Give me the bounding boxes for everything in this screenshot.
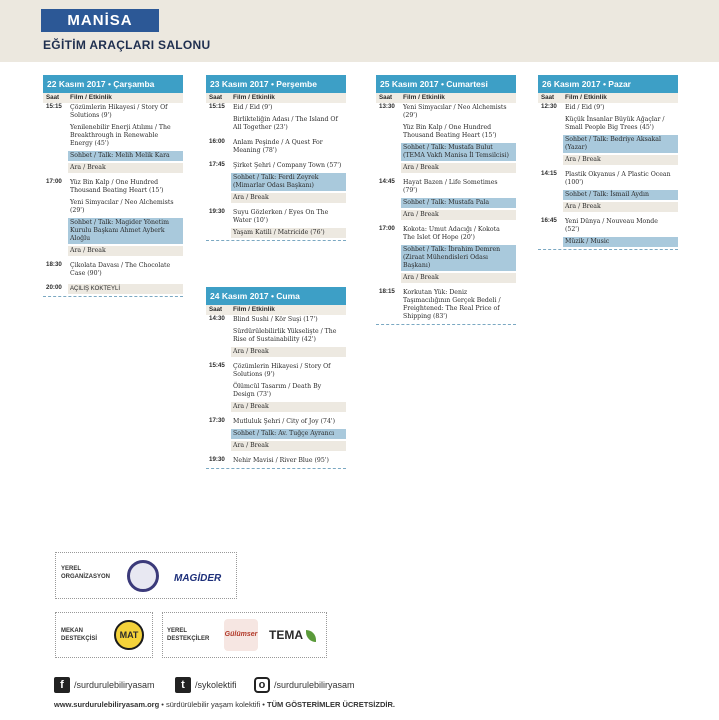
screening-title: Sohbet / Talk: Magider Yönetim Kurulu Başkanı Ahmet Ayberk Aloğlu	[68, 218, 183, 244]
screening-title: Çözümlerin Hikayesi / Story Of Solutions (9')	[233, 363, 331, 378]
schedule-row	[43, 261, 183, 279]
time-column-header: Saat	[209, 94, 223, 101]
instagram-handle: /surdurulebiliryasam	[274, 680, 355, 690]
row-spacer	[538, 247, 678, 249]
schedule-row	[206, 429, 346, 439]
screening-title: Şirket Şehri / Company Town (57')	[233, 162, 342, 169]
screening-title: Anlam Peşinde / A Quest For Meaning (78')	[233, 139, 323, 154]
screening-title: Ara / Break	[401, 163, 516, 173]
schedule-row	[43, 284, 183, 294]
screening-title: Korkutan Yük: Deniz Taşımacılığının Gerçek Bedeli / Freightened: The Real Price of Shipping (83')	[403, 289, 501, 320]
day-block	[206, 287, 346, 469]
screening-title: Çikolata Davası / The Chocolate Case (90')	[70, 262, 171, 277]
twitter-link[interactable]	[175, 677, 237, 693]
schedule-row	[206, 347, 346, 357]
film-column-header: Film / Etkinlik	[403, 94, 445, 101]
schedule-row	[206, 382, 346, 400]
schedule-row	[206, 402, 346, 412]
screening-time	[538, 190, 563, 200]
film-column-header: Film / Etkinlik	[70, 94, 112, 101]
schedule-row	[206, 327, 346, 345]
schedule-row	[43, 218, 183, 244]
venue-title: EĞİTİM ARAÇLARI SALONU	[43, 38, 211, 52]
screening-time	[43, 198, 68, 216]
screening-title: Ara / Break	[401, 210, 516, 220]
screening-title: Nehir Mavisi / River Blue (95')	[233, 457, 329, 464]
screening-title: Sohbet / Talk: Ferdi Zeyrek (Mimarlar Odası Başkanı)	[231, 173, 346, 191]
screening-title: Yüz Bin Kalp / One Hundred Thousand Beating Heart (15')	[403, 124, 497, 139]
schedule-row	[538, 103, 678, 113]
screening-time	[206, 441, 231, 451]
screening-time	[538, 115, 563, 133]
time-column-header: Saat	[46, 94, 60, 101]
film-column-header: Film / Etkinlik	[233, 94, 275, 101]
schedule-row	[376, 225, 516, 243]
schedule-row	[206, 362, 346, 380]
screening-time	[206, 347, 231, 357]
row-spacer	[206, 466, 346, 468]
schedule-row	[206, 208, 346, 226]
screening-time	[376, 143, 401, 161]
schedule-row	[538, 217, 678, 235]
day-block	[206, 75, 346, 241]
screening-title: Ara / Break	[401, 273, 516, 283]
screening-time	[206, 382, 231, 400]
screening-title: Sohbet / Talk: İbrahim Demren (Ziraat Mühendisleri Odası Başkanı)	[401, 245, 516, 271]
schedule-row	[206, 441, 346, 451]
screening-time: 16:45	[541, 217, 557, 224]
schedule-row	[206, 193, 346, 203]
screening-title: Ara / Break	[231, 347, 346, 357]
schedule-row	[376, 103, 516, 121]
tema-logo	[269, 628, 316, 642]
screening-time	[376, 245, 401, 271]
screening-time	[206, 327, 231, 345]
screening-title: Suyu Gözlerken / Eyes On The Water (10')	[233, 209, 329, 224]
screening-title: Ara / Break	[231, 193, 346, 203]
screening-time: 18:30	[46, 261, 62, 268]
schedule-row	[538, 115, 678, 133]
venue-support-label: MEKAN DESTEKÇİSİ	[61, 628, 98, 642]
screening-title: Sohbet / Talk: İsmail Aydın	[563, 190, 678, 200]
schedule-row	[43, 246, 183, 256]
screening-title: Plastik Okyanus / A Plastic Ocean (100')	[565, 171, 671, 186]
schedule-row	[538, 135, 678, 153]
mat-logo	[114, 620, 144, 650]
schedule-row	[376, 163, 516, 173]
schedule-row	[376, 273, 516, 283]
screening-title: Sohbet / Talk: Av. Tuğçe Ayrancı	[231, 429, 346, 439]
screening-time	[206, 402, 231, 412]
day-block	[43, 75, 183, 297]
screening-time	[538, 135, 563, 153]
screening-title: Ara / Break	[231, 402, 346, 412]
schedule-row	[43, 198, 183, 216]
screening-time: 17:00	[379, 225, 395, 232]
screening-time	[376, 198, 401, 208]
gulumser-logo-text: Gülümser	[224, 631, 258, 638]
magider-logo: MAGİDER	[174, 573, 222, 584]
screening-title: Yenilenebilir Enerji Atılımı / The Breakthrough in Renewable Energy (45')	[70, 124, 171, 147]
schedule-row	[206, 417, 346, 427]
column-header-row	[206, 305, 346, 315]
screening-title: Ara / Break	[563, 202, 678, 212]
schedule-row	[206, 103, 346, 113]
screening-time	[376, 273, 401, 283]
twitter-icon: t	[175, 677, 191, 693]
screening-title: Yeni Simyacılar / Neo Alchemists (29')	[403, 104, 507, 119]
schedule-row	[376, 198, 516, 208]
time-column-header: Saat	[209, 306, 223, 313]
schedule-row	[538, 170, 678, 188]
screening-title: Ara / Break	[68, 246, 183, 256]
schedule-row	[206, 456, 346, 466]
facebook-link[interactable]	[54, 677, 155, 693]
screening-time	[43, 151, 68, 161]
screening-title: Sohbet / Talk: Mustafa Bulut (TEMA Vakfı Manisa İl Temsilcisi)	[401, 143, 516, 161]
screening-time	[43, 123, 68, 149]
screening-time: 14:30	[209, 315, 225, 322]
screening-time: 16:00	[209, 138, 225, 145]
footer-sep: •	[161, 700, 164, 709]
ministry-seal-logo	[127, 560, 159, 592]
screening-time: 19:30	[209, 208, 225, 215]
screening-time: 14:15	[541, 170, 557, 177]
schedule-row	[376, 143, 516, 161]
city-badge: MANİSA	[41, 9, 159, 32]
screening-time	[43, 218, 68, 244]
screening-time: 15:45	[209, 362, 225, 369]
screening-time: 17:30	[209, 417, 225, 424]
screening-time: 15:15	[209, 103, 225, 110]
screening-time: 20:00	[46, 284, 62, 291]
screening-title: Sürdürülebilirlik Yükselişte / The Rise of Sustainability (42')	[233, 328, 337, 343]
row-spacer	[43, 294, 183, 296]
screening-time	[43, 163, 68, 173]
day-header: 24 Kasım 2017 • Cuma	[206, 287, 346, 305]
day-header: 22 Kasım 2017 • Çarşamba	[43, 75, 183, 93]
instagram-link[interactable]	[254, 677, 355, 693]
screening-title: Ara / Break	[68, 163, 183, 173]
screening-time	[538, 202, 563, 212]
time-column-header: Saat	[541, 94, 555, 101]
screening-title: Eid / Eid (9')	[565, 104, 605, 111]
screening-title: AÇILIŞ KOKTEYLİ	[68, 284, 183, 294]
screening-title: Yeni Simyacılar / Neo Alchemists (29')	[70, 199, 174, 214]
schedule-row	[43, 123, 183, 149]
schedule-row	[206, 228, 346, 238]
screening-title: Mutluluk Şehri / City of Joy (74')	[233, 418, 336, 425]
screening-title: Ölümcül Tasarım / Death By Design (73')	[233, 383, 322, 398]
column-header-row	[43, 93, 183, 103]
schedule-row	[43, 163, 183, 173]
schedule-row	[538, 237, 678, 247]
screening-time	[206, 228, 231, 238]
screening-title: Birlikteliğin Adası / The Island Of All Together (23')	[233, 116, 338, 131]
screening-time: 15:15	[46, 103, 62, 110]
screening-time	[206, 115, 231, 133]
screening-time	[538, 237, 563, 247]
screening-title: Yeni Dünya / Nouveau Monde (52')	[565, 218, 658, 233]
screening-title: Ara / Break	[563, 155, 678, 165]
footer-free-note: TÜM GÖSTERİMLER ÜCRETSİZDİR.	[267, 700, 395, 709]
screening-title: Sohbet / Talk: Mustafa Pala	[401, 198, 516, 208]
column-header-row	[538, 93, 678, 103]
schedule-row	[376, 123, 516, 141]
screening-time: 19:30	[209, 456, 225, 463]
screening-time	[43, 246, 68, 256]
schedule-row	[376, 288, 516, 322]
local-supporters-label: YEREL DESTEKÇİLER	[167, 628, 210, 642]
schedule-row	[376, 178, 516, 196]
screening-title: Sohbet / Talk: Bedriye Aksakal (Yazar)	[563, 135, 678, 153]
facebook-handle: /surdurulebiliryasam	[74, 680, 155, 690]
screening-time	[376, 123, 401, 141]
screening-title: Hayat Bazen / Life Sometimes (79')	[403, 179, 498, 194]
footer-line	[54, 700, 395, 709]
screening-time: 12:30	[541, 103, 557, 110]
screening-time	[206, 429, 231, 439]
mat-logo-text: MAT	[119, 630, 139, 640]
twitter-handle: /sykolektifi	[195, 680, 237, 690]
schedule-row	[538, 202, 678, 212]
gulumser-logo	[224, 619, 258, 651]
schedule-row	[538, 155, 678, 165]
day-header: 25 Kasım 2017 • Cumartesi	[376, 75, 516, 93]
screening-title: Yaşam Katili / Matricide (76')	[231, 228, 346, 238]
screening-title: Sohbet / Talk: Melih Melik Kara	[68, 151, 183, 161]
tema-logo-text: TEMA	[269, 628, 303, 642]
day-header: 23 Kasım 2017 • Perşembe	[206, 75, 346, 93]
facebook-icon: f	[54, 677, 70, 693]
footer-kolektif: sürdürülebilir yaşam kolektifi	[166, 700, 261, 709]
time-column-header: Saat	[379, 94, 393, 101]
screening-time: 18:15	[379, 288, 395, 295]
row-spacer	[376, 322, 516, 324]
local-organization-label: YEREL ORGANİZASYON	[61, 566, 111, 580]
schedule-row	[376, 245, 516, 271]
screening-time: 13:30	[379, 103, 395, 110]
row-spacer	[206, 238, 346, 240]
schedule-row	[43, 103, 183, 121]
footer-sep: •	[262, 700, 265, 709]
screening-time	[206, 173, 231, 191]
column-header-row	[206, 93, 346, 103]
schedule-row	[43, 151, 183, 161]
footer-website[interactable]: www.surdurulebiliryasam.org	[54, 700, 160, 709]
screening-time: 17:45	[209, 161, 225, 168]
screening-title: Eid / Eid (9')	[233, 104, 273, 111]
schedule-row	[206, 173, 346, 191]
screening-title: Müzik / Music	[563, 237, 678, 247]
screening-title: Küçük İnsanlar Büyük Ağaçlar / Small People Big Trees (45')	[565, 116, 665, 131]
day-header: 26 Kasım 2017 • Pazar	[538, 75, 678, 93]
column-header-row	[376, 93, 516, 103]
schedule-row	[376, 210, 516, 220]
screening-title: Ara / Break	[231, 441, 346, 451]
day-block	[538, 75, 678, 250]
screening-time: 14:45	[379, 178, 395, 185]
film-column-header: Film / Etkinlik	[565, 94, 607, 101]
schedule-row	[206, 161, 346, 171]
screening-time	[538, 155, 563, 165]
screening-time: 17:00	[46, 178, 62, 185]
screening-title: Çözümlerin Hikayesi / Story Of Solutions (9')	[70, 104, 168, 119]
screening-title: Blind Sushi / Kör Suşi (17')	[233, 316, 318, 323]
film-column-header: Film / Etkinlik	[233, 306, 275, 313]
screening-title: Yüz Bin Kalp / One Hundred Thousand Beating Heart (15')	[70, 179, 164, 194]
schedule-row	[43, 178, 183, 196]
screening-time	[376, 210, 401, 220]
schedule-row	[206, 138, 346, 156]
day-block	[376, 75, 516, 325]
screening-time	[376, 163, 401, 173]
screening-time	[206, 193, 231, 203]
schedule-row	[206, 315, 346, 325]
schedule-row	[206, 115, 346, 133]
screening-title: Kokota: Umut Adacığı / Kokota The Islet Of Hope (20')	[403, 226, 500, 241]
instagram-icon: o	[254, 677, 270, 693]
leaf-icon	[306, 630, 316, 642]
schedule-row	[538, 190, 678, 200]
